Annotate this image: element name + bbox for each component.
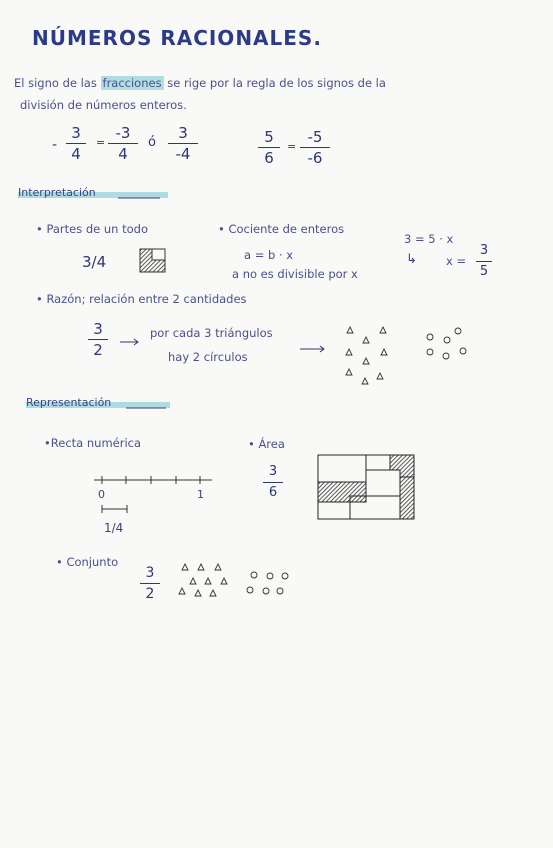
denominator: 6: [264, 149, 274, 168]
numerator: 3: [93, 320, 103, 338]
shaded-square-icon: [140, 249, 165, 272]
recta-quarter: 1/4: [104, 521, 124, 535]
numerator: 3: [71, 124, 81, 142]
denominator: 4: [118, 145, 128, 164]
recta-one: 1: [197, 488, 204, 501]
circles-group: [427, 328, 466, 359]
conjunto-label: • Conjunto: [56, 555, 119, 569]
numerator: 3: [178, 124, 188, 142]
intro-text-a: El signo de las: [14, 76, 101, 90]
partes-label: • Partes de un todo: [36, 222, 149, 236]
arrow-icon: [120, 339, 324, 352]
number-line: [94, 476, 212, 513]
or-word: ó: [148, 135, 156, 150]
equals-sign: =: [96, 136, 106, 149]
intro-text-b: se rige por la regla de los signos de la: [163, 76, 386, 90]
numerator: 3: [479, 243, 489, 258]
solve-x: x =: [446, 254, 467, 268]
area-diagram: [318, 455, 414, 519]
intro-line-2: división de números enteros.: [20, 98, 187, 112]
minus-sign: -: [52, 137, 58, 153]
numerator: -5: [307, 128, 323, 146]
numerator: 5: [264, 128, 274, 146]
denominator: -4: [175, 145, 191, 164]
solve-equation: 3 = 5 · x: [404, 232, 454, 246]
denominator: 2: [93, 341, 103, 360]
cociente-note: a no es divisible por x: [232, 267, 358, 281]
conjunto-triangles: [179, 564, 227, 596]
razon-line-2: hay 2 círculos: [168, 350, 248, 364]
page-title: NÚMEROS RACIONALES.: [32, 26, 322, 50]
conjunto-circles: [247, 572, 288, 594]
interpretation-heading: Interpretación: [18, 186, 96, 199]
recta-zero: 0: [98, 488, 105, 501]
denominator: 6: [268, 485, 278, 501]
partes-value: 3/4: [82, 253, 107, 271]
numerator: 3: [145, 565, 155, 581]
numerator: -3: [115, 124, 131, 142]
recta-label: •Recta numérica: [44, 436, 142, 450]
solve-arrow-icon: ↳: [406, 252, 417, 267]
denominator: 4: [71, 145, 81, 164]
numerator: 3: [268, 464, 278, 479]
equals-sign-2: =: [287, 140, 297, 153]
razon-label: • Razón; relación entre 2 cantidades: [36, 292, 247, 306]
representation-heading: Representación: [26, 396, 112, 409]
denominator: 2: [145, 586, 155, 603]
cociente-equation: a = b · x: [244, 248, 294, 262]
triangles-group: [346, 327, 387, 384]
area-label: • Área: [248, 437, 285, 451]
denominator: 5: [479, 264, 489, 280]
cociente-label: • Cociente de enteros: [218, 222, 345, 236]
denominator: -6: [307, 149, 323, 168]
intro-highlight: fracciones: [102, 76, 162, 90]
razon-line-1: por cada 3 triángulos: [150, 326, 273, 340]
